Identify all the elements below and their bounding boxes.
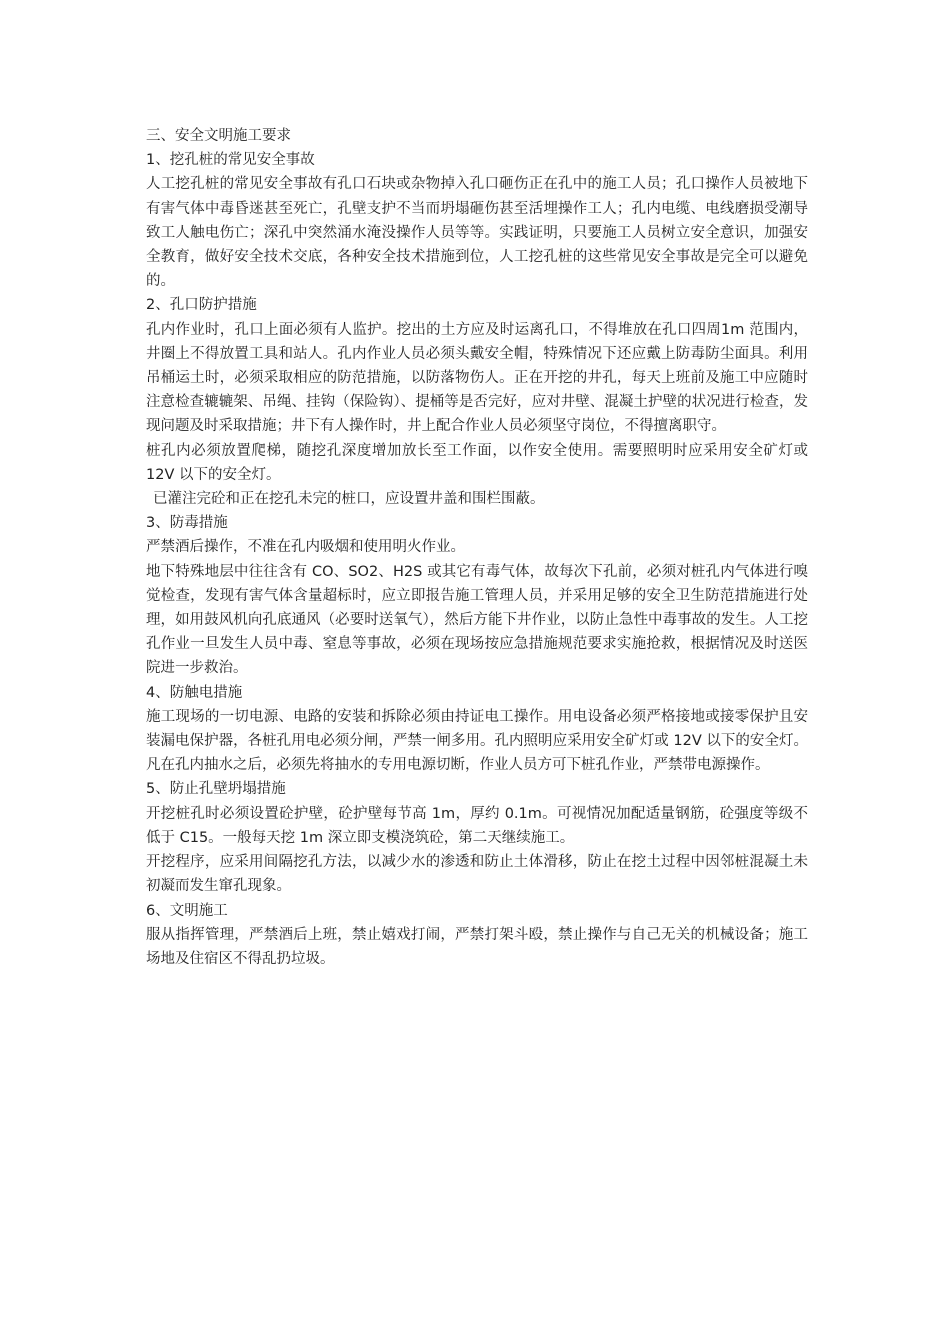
paragraph: 服从指挥管理，严禁酒后上班，禁止嬉戏打闹，严禁打架斗殴，禁止操作与自己无关的机械设备；施工场地及住宿区不得乱扔垃圾。	[146, 926, 808, 967]
paragraph: 人工挖孔桩的常见安全事故有孔口石块或杂物掉入孔口砸伤正在孔中的施工人员；孔口操作人员被地下有害气体中毒昏迷甚至死亡，孔壁支护不当而坍塌砸伤甚至活埋操作工人；孔内电缆、电线磨损受潮导致工人触电伤亡；深孔中突然涌水淹没操作人员等等。实践证明，只要施工人员树立安全意识，加强安全教育，做好安全技术交底，各种安全技术措施到位，人工挖孔桩的这些常见安全事故是完全可以避免的。	[146, 176, 808, 290]
paragraph: 地下特殊地层中往往含有 CO、SO2、H2S 或其它有毒气体，故每次下孔前，必须对桩孔内气体进行嗅觉检查，发现有害气体含量超标时，应立即报告施工管理人员，并采用足够的安全卫生防范措施进行处理，如用鼓风机向孔底通风（必要时送氧气），然后方能下井作业，以防止急性中毒事故的发生。人工挖孔作业一旦发生人员中毒、窒息等事故，必须在现场按应急措施规范要求实施抢救，根据情况及时送医院进一步救治。	[146, 563, 808, 677]
section-heading-anti-electric: 4、防触电措施	[146, 684, 243, 701]
section-heading-anti-poison: 3、防毒措施	[146, 515, 228, 532]
section-heading-accidents: 1、挖孔桩的常见安全事故	[146, 152, 315, 169]
paragraph: 严禁酒后操作，不准在孔内吸烟和使用明火作业。	[146, 539, 465, 556]
paragraph: 桩孔内必须放置爬梯，随挖孔深度增加放长至工作面，以作安全使用。需要照明时应采用安全矿灯或 12V 以下的安全灯。	[146, 442, 808, 483]
paragraph: 开挖桩孔时必须设置砼护壁，砼护壁每节高 1m，厚约 0.1m。可视情况加配适量钢筋，砼强度等级不低于 C15。一般每天挖 1m 深立即支模浇筑砼，第二天继续施工。	[146, 805, 808, 846]
document-title: 三、安全文明施工要求	[146, 128, 291, 144]
section-heading-hole-protection: 2、孔口防护措施	[146, 297, 257, 314]
document-page	[146, 124, 808, 971]
section-heading-collapse-prevention: 5、防止孔壁坍塌措施	[146, 781, 286, 798]
paragraph: 孔内作业时，孔口上面必须有人监护。挖出的土方应及时运离孔口，不得堆放在孔口四周1m 范围内，井圈上不得放置工具和站人。孔内作业人员必须头戴安全帽，特殊情况下还应戴上防毒防尘面具。利用吊桶运土时，必须采取相应的防范措施，以防落物伤人。正在开挖的井孔，每天上班前及施工中应随时注意检查辘辘架、吊绳、挂钩（保险钩）、提桶等是否完好，应对井壁、混凝土护壁的状况进行检查，发现问题及时采取措施；井下有人操作时，井上配合作业人员必须坚守岗位，不得擅离职守。	[146, 321, 808, 435]
section-heading-civilized-construction: 6、文明施工	[146, 902, 228, 919]
paragraph: 开挖程序，应采用间隔挖孔方法，以减少水的渗透和防止土体滑移，防止在挖土过程中因邻桩混凝土未初凝而发生窜孔现象。	[146, 854, 808, 895]
paragraph: 已灌注完砼和正在挖孔未完的桩口，应设置井盖和围栏围蔽。	[153, 491, 545, 508]
paragraph: 施工现场的一切电源、电路的安装和拆除必须由持证电工操作。用电设备必须严格接地或接零保护且安装漏电保护器，各桩孔用电必须分闸，严禁一闸多用。孔内照明应采用安全矿灯或 12V 以下的安全灯。凡在孔内抽水之后，必须先将抽水的专用电源切断，作业人员方可下桩孔作业，严禁带电源操作。	[146, 708, 808, 774]
